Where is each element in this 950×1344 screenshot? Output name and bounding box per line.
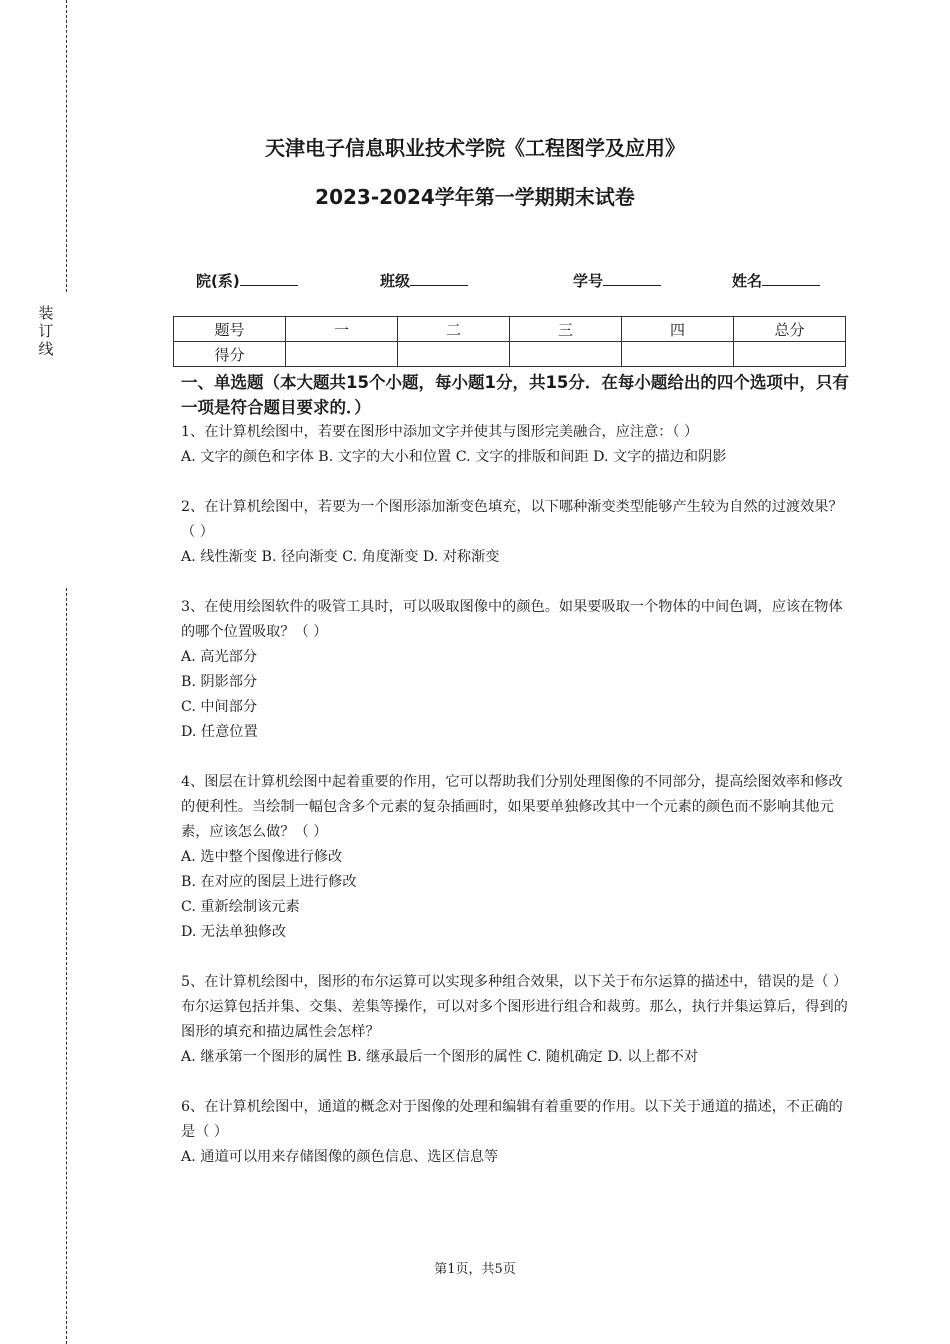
- binding-char: 订: [38, 322, 54, 340]
- score-cell: [622, 342, 734, 367]
- section-heading: 一、单选题（本大题共15个小题，每小题1分，共15分．在每小题给出的四个选项中，只有一项是符合题目要求的．）: [181, 373, 849, 417]
- question-option: A. 选中整个图像进行修改: [181, 849, 343, 865]
- question-stem: 3、在使用绘图软件的吸管工具时，可以吸取图像中的颜色。如果要吸取一个物体的中间色调，应该在物体的哪个位置吸取？（ ）: [181, 599, 843, 640]
- score-header-cell: 三: [510, 317, 622, 342]
- question-option: B. 阴影部分: [181, 674, 258, 690]
- question-options: A. 继承第一个图形的属性 B. 继承最后一个图形的属性 C. 随机确定 D. 以上都不对: [181, 1049, 699, 1065]
- question-1: [181, 420, 849, 470]
- binding-dash-bottom: [66, 588, 67, 1344]
- exam-subtitle: 2023-2024学年第一学期期末试卷: [315, 185, 635, 209]
- student-info-row: [0, 270, 950, 292]
- info-label: 院(系): [196, 272, 240, 290]
- question-options: A. 线性渐变 B. 径向渐变 C. 角度渐变 D. 对称渐变: [181, 549, 500, 565]
- score-header-cell: 四: [622, 317, 734, 342]
- question-4: [181, 770, 849, 945]
- score-row-label: 得分: [174, 342, 286, 367]
- info-label: 班级: [380, 272, 411, 290]
- score-header-cell: 二: [398, 317, 510, 342]
- blank-line: [410, 271, 468, 286]
- question-3: [181, 595, 849, 745]
- question-option: B. 在对应的图层上进行修改: [181, 874, 357, 890]
- blank-line: [762, 271, 820, 286]
- info-department: [196, 270, 298, 291]
- info-label: 学号: [573, 272, 604, 290]
- question-6: [181, 1095, 849, 1170]
- info-student-id: [573, 270, 661, 291]
- question-stem: 1、在计算机绘图中，若要在图形中添加文字并使其与图形完美融合，应注意：（ ）: [181, 424, 699, 440]
- score-cell: [286, 342, 398, 367]
- question-stem: 2、在计算机绘图中，若要为一个图形添加渐变色填充，以下哪种渐变类型能够产生较为自然的过渡效果？（ ）: [181, 499, 843, 540]
- question-option: C. 中间部分: [181, 699, 258, 715]
- score-header-cell: 总分: [734, 317, 846, 342]
- info-class: [380, 270, 468, 291]
- blank-line: [240, 271, 298, 286]
- score-cell: [398, 342, 510, 367]
- question-5: [181, 970, 849, 1070]
- question-option: D. 任意位置: [181, 724, 258, 740]
- binding-char: 装: [38, 304, 54, 322]
- question-stem: 4、图层在计算机绘图中起着重要的作用，它可以帮助我们分别处理图像的不同部分，提高绘图效率和修改的便利性。当绘制一幅包含多个元素的复杂插画时，如果要单独修改其中一个元素的颜色而不影响其他元素，应该怎么做？（ ）: [181, 774, 843, 840]
- score-header-cell: 一: [286, 317, 398, 342]
- question-option: D. 无法单独修改: [181, 924, 287, 940]
- info-label: 姓名: [732, 272, 763, 290]
- score-header-row: [174, 317, 846, 342]
- question-stem: 5、在计算机绘图中，图形的布尔运算可以实现多种组合效果，以下关于布尔运算的描述中，错误的是（ ）: [181, 974, 848, 990]
- binding-char: 线: [38, 340, 54, 358]
- question-option: A. 通道可以用来存储图像的颜色信息、选区信息等: [181, 1149, 499, 1165]
- score-cell: [734, 342, 846, 367]
- question-2: [181, 495, 849, 570]
- question-option: A. 高光部分: [181, 649, 258, 665]
- question-option: C. 重新绘制该元素: [181, 899, 300, 915]
- question-extra: 布尔运算包括并集、交集、差集等操作，可以对多个图形进行组合和裁剪。那么，执行并集运算后，得到的图形的填充和描边属性会怎样？: [181, 999, 848, 1040]
- exam-title: 天津电子信息职业技术学院《工程图学及应用》: [265, 136, 685, 160]
- score-table: [173, 316, 846, 367]
- question-stem: 6、在计算机绘图中，通道的概念对于图像的处理和编辑有着重要的作用。以下关于通道的描述，不正确的是（ ）: [181, 1099, 843, 1140]
- score-header-cell: 题号: [174, 317, 286, 342]
- question-options: A. 文字的颜色和字体 B. 文字的大小和位置 C. 文字的排版和间距 D. 文字的描边和阴影: [181, 449, 727, 465]
- info-name: [732, 270, 820, 291]
- binding-label: [38, 304, 54, 358]
- blank-line: [603, 271, 661, 286]
- page-footer: 第1页，共5页: [434, 1262, 516, 1277]
- score-cell: [510, 342, 622, 367]
- score-value-row: [174, 342, 846, 367]
- question-content: [181, 370, 849, 1170]
